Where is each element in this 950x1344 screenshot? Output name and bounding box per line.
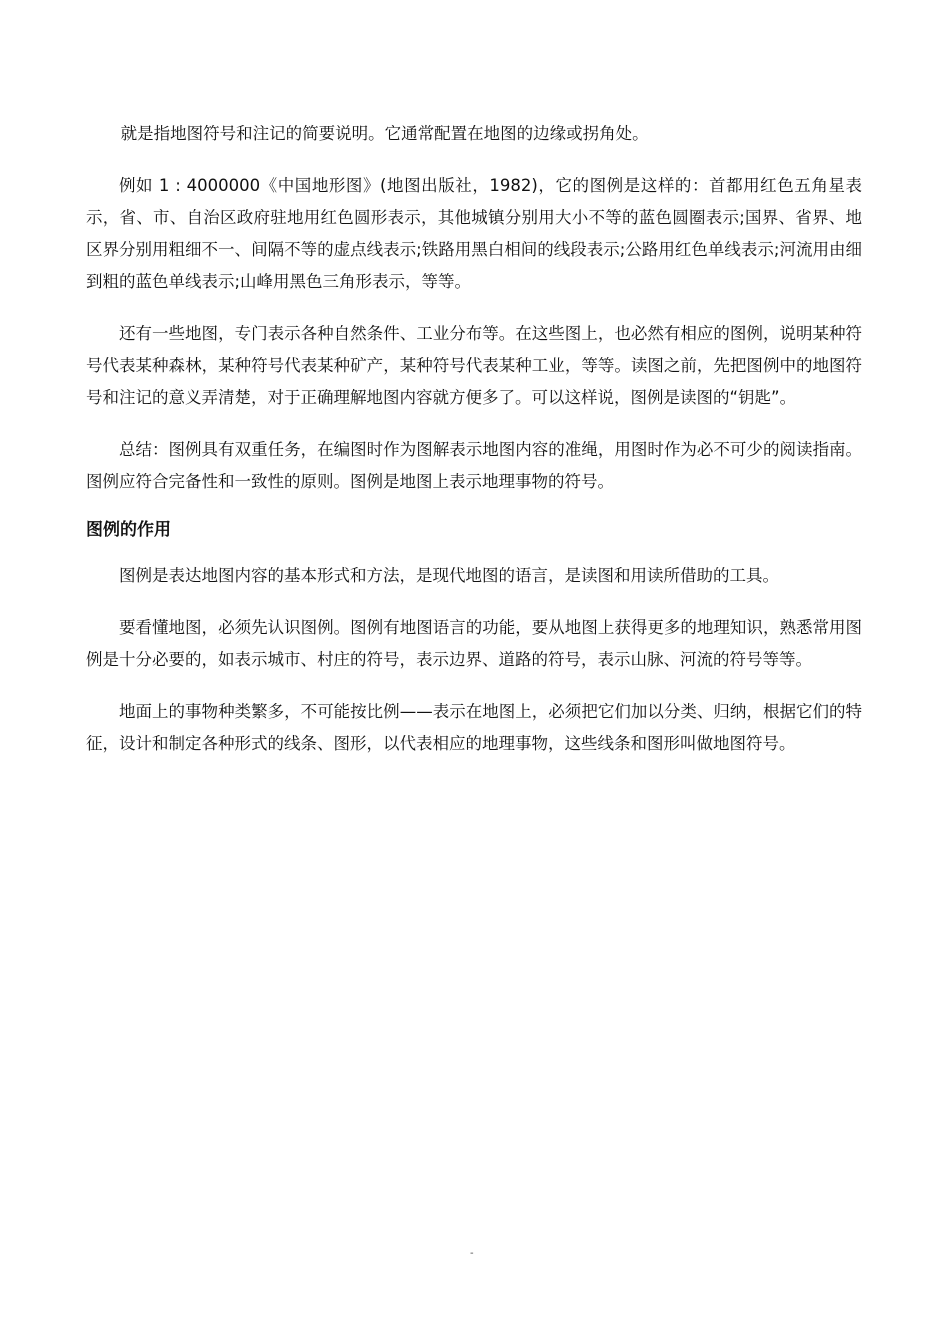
paragraph-legend-role: 图例是表达地图内容的基本形式和方法，是现代地图的语言，是读图和用读所借助的工具。 — [119, 566, 779, 585]
paragraph-map-symbols: 地面上的事物种类繁多，不可能按比例——表示在地图上，必须把它们加以分类、归纳，根据它们的特征，设计和制定各种形式的线条、图形，以代表相应的地理事物，这些线条和图形叫做地图符号。 — [86, 702, 862, 753]
section-heading: 图例的作用 — [86, 520, 171, 540]
paragraph-legend-example: 例如 1 : 4000000《中国地形图》(地图出版社，1982)，它的图例是这样的：首都用红色五角星表示，省、市、自治区政府驻地用红色圆形表示，其他城镇分别用大小不等的蓝色圆圈表示;国界、省界、地区界分别用粗细不一、间隔不等的虚点线表示;铁路用黑白相间的线段表示;公路用红色单线表示;河流用由细到粗的蓝色单线表示;山峰用黑色三角形表示，等等。 — [86, 176, 862, 291]
paragraph-summary: 总结：图例具有双重任务，在编图时作为图解表示地图内容的准绳，用图时作为必不可少的阅读指南。图例应符合完备性和一致性的原则。图例是地图上表示地理事物的符号。 — [86, 440, 862, 491]
paragraph-thematic-maps: 还有一些地图，专门表示各种自然条件、工业分布等。在这些图上，也必然有相应的图例，说明某种符号代表某种森林，某种符号代表某种矿产，某种符号代表某种工业，等等。读图之前，先把图例中的地图符号和注记的意义弄清楚，对于正确理解地图内容就方便多了。可以这样说，图例是读图的“钥匙”。 — [86, 324, 862, 407]
paragraph-read-map: 要看懂地图，必须先认识图例。图例有地图语言的功能，要从地图上获得更多的地理知识，熟悉常用图例是十分必要的，如表示城市、村庄的符号，表示边界、道路的符号，表示山脉、河流的符号等等。 — [86, 618, 862, 669]
paragraph-legend-definition: 就是指地图符号和注记的简要说明。它通常配置在地图的边缘或拐角处。 — [120, 124, 649, 143]
page-footer-mark: - — [470, 1248, 474, 1259]
document-page — [86, 118, 862, 780]
